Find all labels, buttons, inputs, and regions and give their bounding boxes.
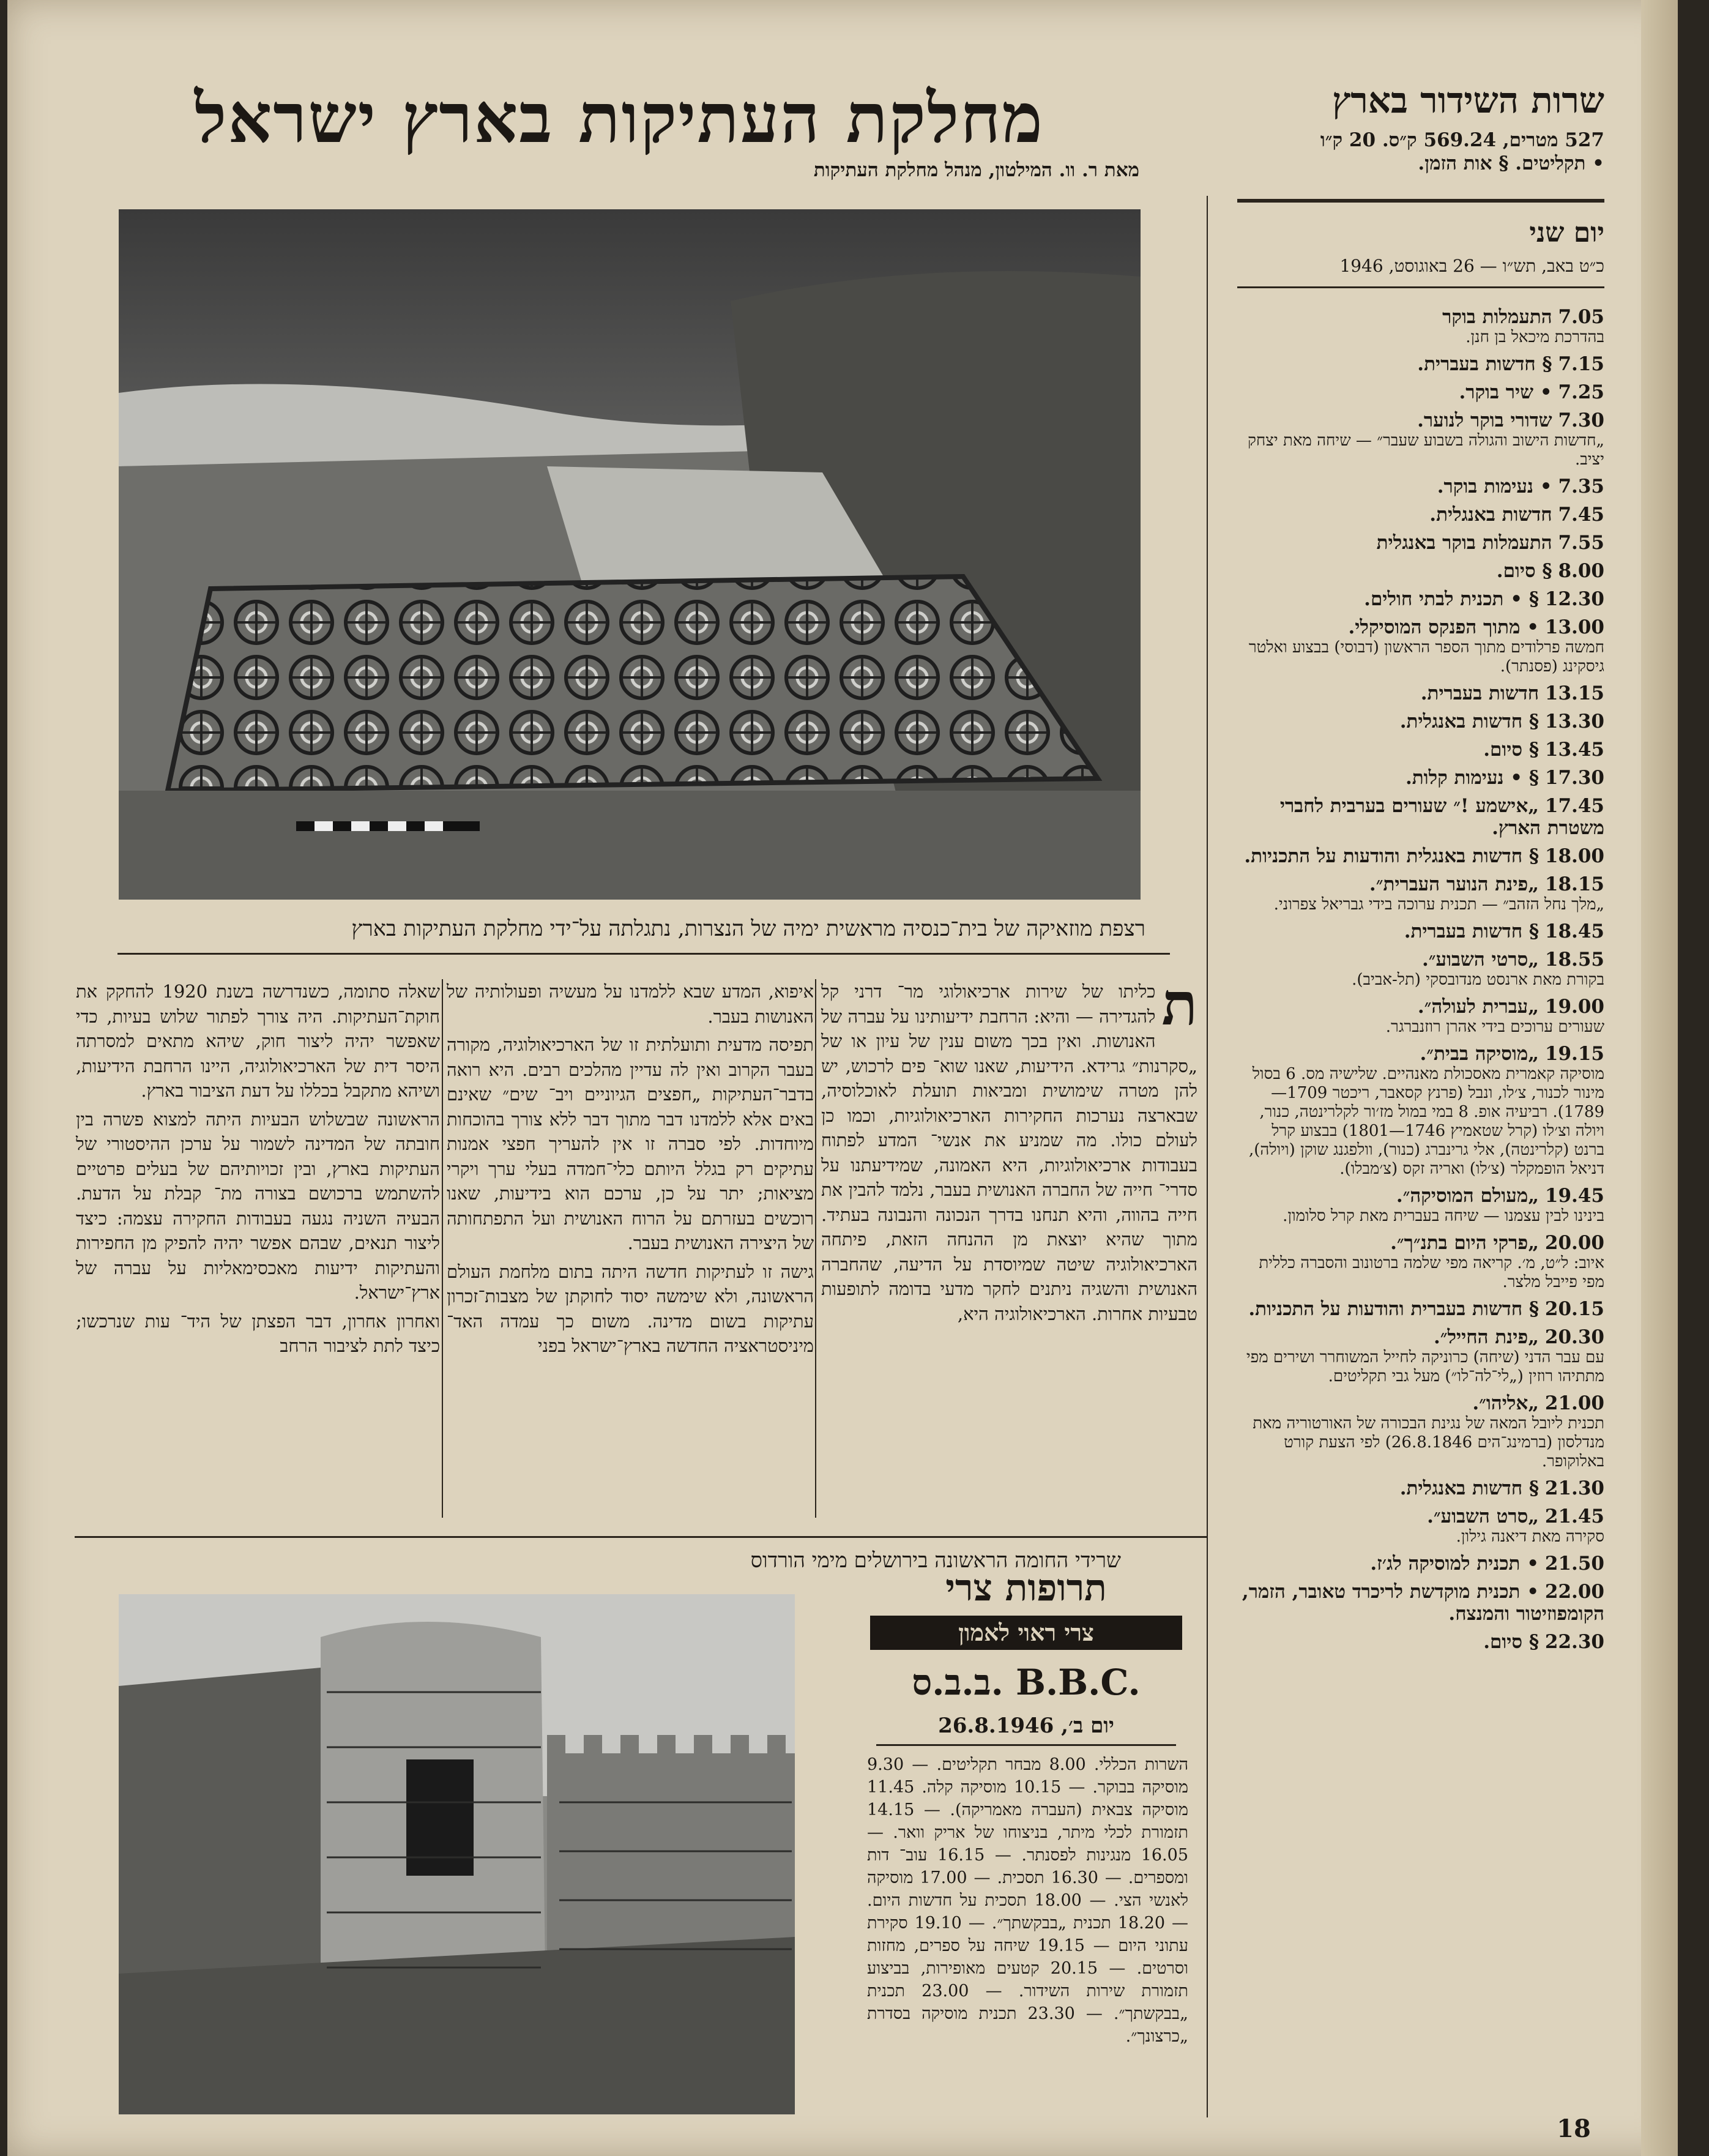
schedule-item-header (1237, 1298, 1604, 1320)
article-paragraph: שאלה סתומה, כשנדרשה בשנת 1920 להחקק את חוקת־העתיקות. היה צורך לפתור שלוש בעיות, כדי שאפשר יהיה ליצור חוק, שיהא מתאים למסרתה היסר דית של הארכיאולוגיה, היינו הרחבת הידיעות, ושיהא מתקבל בכללו על דעת הציבור בארץ. (76, 981, 440, 1101)
schedule-item (1237, 873, 1604, 914)
schedule-item (1237, 476, 1604, 498)
schedule-item (1237, 1581, 1604, 1625)
schedule-item-header (1237, 532, 1604, 554)
schedule-time: 19.45 (1544, 1185, 1604, 1207)
schedule-time: 19.15 (1544, 1043, 1604, 1065)
radio-divider (1237, 199, 1604, 203)
caption-rule (117, 953, 1170, 955)
schedule-item (1237, 381, 1604, 403)
schedule-item (1237, 1477, 1604, 1499)
schedule-time: 18.45 (1544, 920, 1604, 942)
schedule-item (1237, 1553, 1604, 1575)
schedule-item-header (1237, 616, 1604, 638)
schedule-item-header (1237, 1326, 1604, 1348)
page-number: 18 (1557, 2114, 1591, 2143)
jerusalem-wall-photo (119, 1594, 795, 2114)
schedule-detail: בהדרכת מיכאל בן חנן. (1465, 328, 1604, 346)
schedule-item (1237, 1326, 1604, 1386)
schedule-item-header (1237, 845, 1604, 867)
article-dropcap: ת (1161, 969, 1197, 1039)
schedule-item (1237, 996, 1604, 1037)
schedule-time: 17.45 (1544, 795, 1604, 817)
schedule-item (1237, 353, 1604, 375)
schedule-time: 8.00 (1558, 560, 1604, 582)
newspaper-page (7, 0, 1678, 2156)
schedule-item (1237, 711, 1604, 733)
schedule-item-header (1237, 588, 1604, 610)
ad-brand-name: תרופות צרי (945, 1567, 1107, 1610)
article-column-1 (821, 969, 1197, 1330)
page-binding-edge (1641, 0, 1678, 2156)
schedule-program: • שיר בוקר. (1459, 381, 1552, 403)
schedule-item-header (1237, 682, 1604, 704)
schedule-program: „אישמע !״ שעורים בערבית לחברי משטרת הארץ. (1279, 795, 1604, 839)
article-paragraph: איפוא, המדע שבא ללמדנו על מעשיה ופעולותיה של האנושות בעבר. (447, 981, 814, 1027)
schedule-program: § חדשות בעברית. (1404, 920, 1540, 942)
schedule-time: 21.00 (1544, 1392, 1604, 1414)
article-column-3 (76, 979, 440, 1362)
schedule-detail: בקורת מאת ארנסט מנדובסקי (תל-אביב). (1352, 971, 1604, 989)
schedule-time: 21.45 (1544, 1505, 1604, 1527)
schedule-program: § סיום. (1483, 1631, 1540, 1653)
schedule-item (1237, 845, 1604, 867)
schedule-time: 22.30 (1544, 1631, 1604, 1653)
schedule-item (1237, 532, 1604, 554)
schedule-detail: „מלך נחל הזהב״ — תכנית ערוכה בידי גבריאל צפרוני. (1273, 895, 1604, 914)
radio-section-title: שרות השידור בארץ (1332, 80, 1604, 121)
schedule-item (1237, 1043, 1604, 1179)
schedule-item-header (1237, 1232, 1604, 1254)
schedule-program: „מוסיקה בבית״. (1420, 1043, 1540, 1065)
schedule-item-header (1237, 1477, 1604, 1499)
schedule-item (1237, 504, 1604, 526)
schedule-item-header (1237, 795, 1604, 839)
schedule-item-header (1237, 1631, 1604, 1653)
schedule-program: חדשות בעברית. (1420, 682, 1540, 704)
schedule-program: „מעולם המוסיקה״. (1396, 1185, 1540, 1207)
schedule-program: התעמלות בוקר באנגלית (1376, 532, 1552, 554)
schedule-program: התעמלות בוקר (1442, 306, 1552, 328)
schedule-program: „עברית לעולה״. (1417, 996, 1540, 1018)
radio-freq-line2: • תקליטים. § אות הזמן. (1418, 152, 1604, 174)
schedule-program: § סיום. (1483, 739, 1540, 761)
schedule-time: 21.50 (1544, 1553, 1604, 1575)
schedule-program: § חדשות באנגלית והודעות על התכניות. (1244, 845, 1540, 867)
schedule-time: 20.15 (1544, 1298, 1604, 1320)
schedule-item (1237, 616, 1604, 676)
schedule-item-header (1237, 920, 1604, 942)
schedule-item (1237, 920, 1604, 942)
photo-caption-wall: שרידי החומה הראשונה בירושלים מימי הורדוס (750, 1548, 1121, 1573)
schedule-item-header (1237, 767, 1604, 789)
schedule-program: § • תכנית לבתי חולים. (1364, 588, 1540, 610)
ad-slogan: צרי ראוי לאמון (870, 1616, 1182, 1650)
schedule-time: 22.00 (1544, 1581, 1604, 1603)
schedule-item (1237, 560, 1604, 582)
schedule-time: 7.45 (1558, 504, 1604, 526)
schedule-item-header (1237, 353, 1604, 375)
schedule-day-title: יום שני (1529, 217, 1604, 248)
schedule-program: „פינת הנוער העברית״. (1369, 873, 1540, 895)
schedule-program: • נעימות בוקר. (1437, 476, 1552, 498)
article-paragraph: תפיסה מדעית ותועלתית זו של הארכיאולוגיה, מקורה בעבר הקרוב ואין לה עדיין מהלכים רבים. היא רואה בדבר־העתיקות „חפצים הגיוניים ויב־ שים״ שאינם באים אלא ללמדנו דבר מתוך דבר ללא צורך בהוכחות מיוחדות. לפי סברה זו אין להעריך חפצי אמנות עתיקים רק בגלל היותם כלי־חמדה בעלי ערך ויקרי מציאות; יתר על כן, ערכם הוא בידיעות, שאנו רוכשים בעזרתם על הרוח האנושית ועל התפתחותה של היצירה האנושית בעבר. (447, 1034, 814, 1253)
article-paragraph: כליתו של שירות ארכיאולוגי מר־ דרני קל להגדירה — והיא: הרחבת ידיעותינו על עברה של האנושות. ואין בכך משום ענין של עיון או של „סקרנות״ גרידא. הידיעות, שאנו שוא־ פים לרכוש, יש להן מטרה שימושית ומביאות תועלת לאוכלוסיה, שבארצה נערכות החקירות הארכיאולוגיות, וכמו כן לעולם כולו. מה שמניע את אנשי־ המדע לפתוח בעבודות ארכיאולוגיות, היא האמונה, שמידיעתנו על סדרי־ חייה של החברה האנושית בעבר, נלמד להבין את חייה בהווה, והיא תנחנו בדרך הנכונה והנבונה בעתיד. מתוך שהיא יוצאת מן ההנחה הזאת, פיתחה הארכיאולוגיה שיטה שמיוסדת על הדיעה, שהחברה האנושית והשגיה ניתנים לחקר מדעי בדומה לתופעות טבעיות אחרות. הארכיאולוגיה היא, (821, 981, 1197, 1324)
schedule-program: חדשות באנגלית. (1429, 504, 1552, 526)
schedule-item-header (1237, 1581, 1604, 1625)
schedule-time: 7.15 (1558, 353, 1604, 375)
schedule-divider (1237, 286, 1604, 288)
schedule-program: • תכנית מוקדשת לריכרד טאובר, הזמר, הקומפוזיטור והמנצח. (1242, 1581, 1604, 1625)
schedule-item-header (1237, 711, 1604, 733)
schedule-time: 13.15 (1544, 682, 1604, 704)
schedule-time: 20.30 (1544, 1326, 1604, 1348)
schedule-program: • תכנית למוסיקה לג׳ז. (1370, 1553, 1540, 1575)
schedule-item (1237, 409, 1604, 469)
schedule-item (1237, 767, 1604, 789)
schedule-detail: שעורים ערוכים בידי אהרן רוזנברגר. (1385, 1018, 1604, 1036)
schedule-item (1237, 739, 1604, 761)
schedule-item (1237, 306, 1604, 347)
photo-caption-mosaic: רצפת מוזאיקה של בית־כנסיה מראשית ימיה של הנצרות, נתגלתה על־ידי מחלקת העתיקות בארץ (351, 917, 1145, 941)
section-rule (75, 1536, 1207, 1538)
schedule-item-header (1237, 1392, 1604, 1414)
schedule-detail: איוב: ל״ט, מ׳. קריאה מפי שלמה ברטונוב והסברה כללית מפי פייבל מלצר. (1259, 1254, 1604, 1291)
schedule-item-header (1237, 306, 1604, 328)
bbc-schedule-title: ב.ב.ס. B.B.C. (912, 1662, 1141, 1703)
article-paragraph: גישה זו לעתיקות חדשה היתה בתום מלחמת העולם הראשונה, ולא שימשה יסוד לחוקתן של מצבות־זכרון עתיקות בשום מדינה. משום כך עמדה האד־ מיניסטראציה החדשה בארץ־ישראל בפני (447, 1261, 814, 1356)
schedule-program: § • נעימות קלות. (1405, 767, 1540, 789)
schedule-time: 7.05 (1558, 306, 1604, 328)
schedule-item-header (1237, 996, 1604, 1018)
schedule-program: § חדשות בעברית. (1417, 353, 1552, 375)
schedule-time: 17.30 (1544, 767, 1604, 789)
article-paragraph: ואחרון אחרון, דבר הפצתן של היד־ עות שנרכשו; כיצד לתת לציבור הרחב (76, 1310, 440, 1356)
schedule-time: 18.15 (1544, 873, 1604, 895)
schedule-program: שדורי בוקר לנוער. (1417, 409, 1552, 431)
schedule-item (1237, 682, 1604, 704)
schedule-detail: „חדשות הישוב והגולה בשבוע שעבר״ — שיחה מאת יצחק יציב. (1247, 431, 1604, 469)
schedule-program: • מתוך הפנקס המוסיקלי. (1348, 616, 1540, 638)
schedule-detail: בינינו לבין עצמנו — שיחה בעברית מאת קרל סלומון. (1283, 1207, 1604, 1225)
schedule-program: „פינת החייל״. (1433, 1326, 1540, 1348)
schedule-day-date: כ״ט באב, תש״ו — 26 באוגוסט, 1946 (1339, 256, 1604, 276)
schedule-program: „פרקי היום בתנ״ך״. (1390, 1232, 1540, 1254)
schedule-item-header (1237, 1043, 1604, 1065)
radio-frequency-info (1237, 129, 1604, 175)
schedule-detail: סקירה מאת דיאנה גילון. (1456, 1527, 1604, 1546)
mosaic-floor-photo (119, 209, 1141, 900)
article-byline: מאת ר. וו. המילטון, מנהל מחלקת העתיקות (813, 159, 1139, 181)
bbc-rule (876, 1744, 1176, 1746)
schedule-program: „סרט השבוע״. (1427, 1505, 1540, 1527)
schedule-item (1237, 1298, 1604, 1320)
schedule-item-header (1237, 409, 1604, 431)
schedule-time: 12.30 (1544, 588, 1604, 610)
article-column-2 (447, 979, 814, 1362)
schedule-item-header (1237, 873, 1604, 895)
column-rule-right (1207, 196, 1208, 2117)
schedule-item (1237, 1392, 1604, 1471)
schedule-time: 19.00 (1544, 996, 1604, 1018)
schedule-item (1237, 1505, 1604, 1546)
schedule-time: 18.55 (1544, 949, 1604, 971)
schedule-item-header (1237, 381, 1604, 403)
schedule-program: § חדשות בעברית והודעות על התכניות. (1248, 1298, 1540, 1320)
schedule-item-header (1237, 476, 1604, 498)
schedule-program: § חדשות באנגלית. (1399, 711, 1540, 733)
schedule-item-header (1237, 560, 1604, 582)
schedule-item-header (1237, 1553, 1604, 1575)
schedule-time: 13.30 (1544, 711, 1604, 733)
schedule-program: „אליהו״. (1472, 1392, 1540, 1414)
schedule-time: 7.55 (1558, 532, 1604, 554)
schedule-detail: מוסיקה קאמרית מאסכולת מאנהיים. שלישיה מס. 6 בסול מינור לכנור, צ׳לו, ונבל (פרנץ קסאבר, ריכטר 1709—1789). רביעיה אופ. 8 במי במול מז׳ור לקלרינטה, כנור, ויולה וצ׳לו (קרל שטאמיץ 1746—1801) בבצוע קרל ברנט (קלרינטה), אלי גרינברג (כנור), וולפגנג שוקן (ויולה), דניאל הופמקלר (צ׳לו) ואריה זקס (צ׳מבלו). (1249, 1065, 1604, 1178)
schedule-time: 18.00 (1544, 845, 1604, 867)
article-paragraph: הראשונה שבשלוש הבעיות היתה למצוא פשרה בין חובתה של המדינה לשמור על ערכן ההיסטורי של העתיקות בארץ, ובין זכויותיהם של בעלים פרטיים להשתמש ברכושם בצורה מת־ קבלת על הדעת. הבעיה השניה נגעה בעבודות החקירה עצמה: כיצד ליצור תנאים, שבהם אפשר יהיה להפיק מן החפירות והעתיקות ידיעות מאכסימאליות על עברה של ארץ־ישראל. (76, 1108, 440, 1303)
schedule-item (1237, 588, 1604, 610)
schedule-detail: חמשה פרלודים מתוך הספר הראשון (דבוסי) בבצוע ואלטר גיסקינג (פסנתר). (1248, 638, 1604, 676)
schedule-item (1237, 949, 1604, 990)
schedule-time: 7.30 (1558, 409, 1604, 431)
schedule-item-header (1237, 739, 1604, 761)
schedule-item (1237, 1232, 1604, 1292)
bbc-schedule-date: יום ב׳, 26.8.1946 (938, 1714, 1114, 1738)
radio-freq-line1: 527 מטרים, 569.24 ק״ס. 20 ק״ו (1320, 129, 1604, 151)
schedule-time: 13.45 (1544, 739, 1604, 761)
schedule-item-header (1237, 949, 1604, 971)
schedule-program: „סרטי השבוע״. (1421, 949, 1540, 971)
schedule-item (1237, 1185, 1604, 1226)
schedule-time: 20.00 (1544, 1232, 1604, 1254)
column-rule (442, 979, 443, 1518)
schedule-time: 13.00 (1544, 616, 1604, 638)
radio-schedule-list (1237, 306, 1604, 1659)
schedule-program: § חדשות באנגלית. (1399, 1477, 1540, 1499)
column-rule (815, 979, 816, 1518)
schedule-time: 7.35 (1558, 476, 1604, 498)
article-headline: מחלקת העתיקות בארץ ישראל (195, 78, 1044, 159)
schedule-item-header (1237, 1505, 1604, 1527)
schedule-detail: עם עבר הדני (שיחה) כרוניקה לחייל המשוחרר ושירים מפי מתתיהו רוזין („לי־לה־לו״) מעל גבי תקליטים. (1246, 1348, 1604, 1386)
schedule-item (1237, 1631, 1604, 1653)
schedule-item-header (1237, 1185, 1604, 1207)
schedule-program: § סיום. (1496, 560, 1552, 582)
schedule-item (1237, 795, 1604, 839)
bbc-schedule-text: השרות הכללי. 8.00 מבחר תקליטים. — 9.30 מוסיקה בבוקר. — 10.15 מוסיקה קלה. 11.45 מוסיקה צבאית (העברה מאמריקה). — 14.15 תזמורת לכלי מיתר, בניצוחו של אריק וואר. — 16.05 מנגינות לפסנתר. — 16.15 עוב־ דות ומספרים. — 16.30 תסכית. — 17.00 מוסיקה לאנשי הצי. — 18.00 תסכית על חדשות היום. — 18.20 תכנית „בבקשתך״. — 19.10 סקירת עתוני היום — 19.15 שיחה על ספרים, מחזות וסרטים. — 20.15 קטעים מאופירות, בביצוע תזמורת שירות השידור. — 23.00 תכנית „בבקשתך״. — 23.30 תכנית מוסיקה בסדרת „כרצונך״. (867, 1755, 1189, 2046)
schedule-item-header (1237, 504, 1604, 526)
schedule-time: 21.30 (1544, 1477, 1604, 1499)
schedule-time: 7.25 (1558, 381, 1604, 403)
schedule-detail: תכנית ליובל המאה של נגינת הבכורה של האורטוריה מאת מנדלסון (ברמינג־הים 26.8.1846) לפי הצעת קורט באלוקופר. (1253, 1414, 1604, 1471)
